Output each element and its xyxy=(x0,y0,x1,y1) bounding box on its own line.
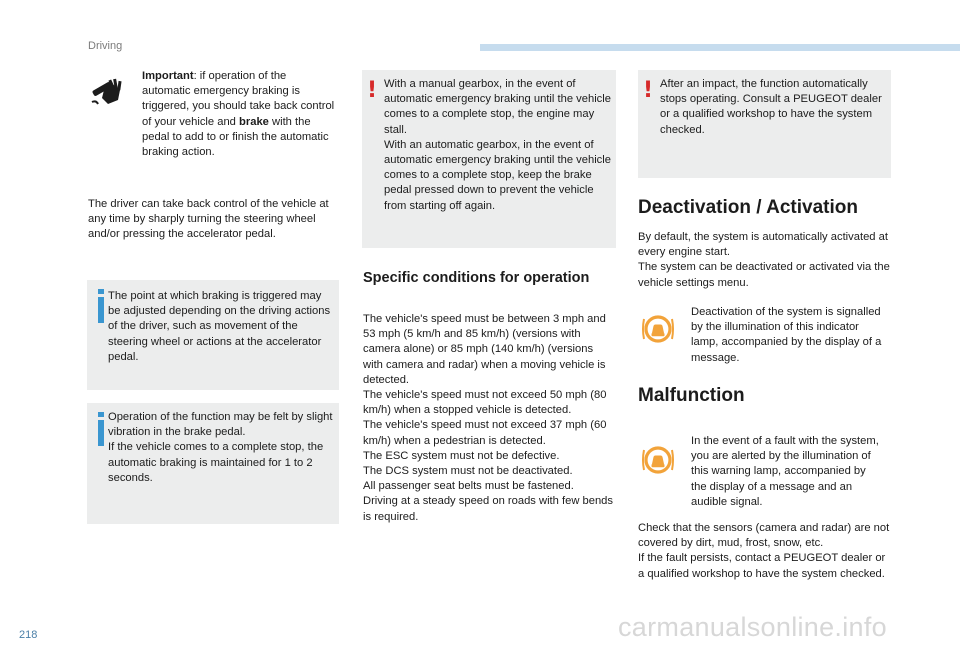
conditions-list xyxy=(363,312,613,525)
deactivation-settings-text: The system can be deactivated or activated via the vehicle settings menu. xyxy=(638,261,890,289)
aeb-warning-lamp-icon xyxy=(641,312,675,346)
info-icon xyxy=(98,420,104,446)
condition-item: All passenger seat belts must be fastened. xyxy=(363,480,574,493)
exclamation-icon: ! xyxy=(367,78,378,103)
important-text-1: : if operation of the automatic emergency braking is triggered, you should take back control of your vehicle and xyxy=(142,70,335,128)
malfunction-lamp-text: In the event of a fault with the system, you are alerted by the illumination of this warning lamp, accompanied by the display of a message and an audible signal. xyxy=(691,435,879,508)
header-bar xyxy=(480,44,960,51)
info-icon xyxy=(98,297,104,323)
deactivation-lamp-text: Deactivation of the system is signalled by the illumination of this indicator lamp, accompanied by the display of a message. xyxy=(691,306,882,364)
info-box-vibration xyxy=(87,403,339,524)
info-text-braking-point: The point at which braking is triggered may be adjusted depending on the driving actions of the driver, such as movement of the steering wheel or actions at the accelerator pedal. xyxy=(108,290,331,363)
malfunction-heading: Malfunction xyxy=(638,385,745,406)
condition-item: The DCS system must not be deactivated. xyxy=(363,465,573,478)
takeback-paragraph: The driver can take back control of the vehicle at any time by sharply turning the steering wheel and/or pressing the accelerator pedal. xyxy=(88,198,329,241)
check-sensors-text: Check that the sensors (camera and radar) are not covered by dirt, mud, frost, snow, etc. xyxy=(638,522,890,550)
warning-manual-gearbox: With a manual gearbox, in the event of automatic emergency braking until the vehicle comes to a complete stop, the engine may stall. xyxy=(384,78,611,136)
warning-box-impact xyxy=(638,70,891,178)
specific-conditions-heading: Specific conditions for operation xyxy=(363,270,590,286)
hand-steering-icon xyxy=(90,76,124,108)
important-note xyxy=(142,69,337,160)
condition-item: The vehicle's speed must be between 3 mph and 53 mph (5 km/h and 85 km/h) (versions with camera alone) or 85 mph (140 km/h) (versions with camera and radar) when a moving vehicle is detected. xyxy=(363,313,606,386)
fault-persists-text: If the fault persists, contact a PEUGEOT dealer or a qualified workshop to have the system checked. xyxy=(638,552,886,580)
info-text-vibration: Operation of the function may be felt by slight vibration in the brake pedal. xyxy=(108,411,333,439)
aeb-warning-lamp-icon xyxy=(641,443,675,477)
condition-item: The ESC system must not be defective. xyxy=(363,449,560,462)
exclamation-icon: ! xyxy=(643,78,654,103)
important-label: Important xyxy=(142,70,194,82)
watermark: carmanualsonline.info xyxy=(618,612,887,642)
condition-item: The vehicle's speed must not exceed 37 mph (60 km/h) when a pedestrian is detected. xyxy=(363,419,607,447)
important-text-2: with the pedal to add to or finish the automatic braking action. xyxy=(142,115,329,159)
warning-impact-text: After an impact, the function automatically stops operating. Consult a PEUGEOT dealer or a qualified workshop to have the system checked. xyxy=(660,78,882,136)
important-bold-brake: brake xyxy=(239,115,269,128)
warning-box-gearbox xyxy=(362,70,616,248)
info-box-braking-point xyxy=(87,280,339,390)
warning-automatic-gearbox: With an automatic gearbox, in the event of automatic emergency braking until the vehicle comes to a complete stop, keep the brake pedal pressed down to prevent the vehicle from starting off again. xyxy=(384,138,611,212)
page-number: 218 xyxy=(19,629,38,641)
deactivation-heading: Deactivation / Activation xyxy=(638,197,858,218)
deactivation-default-text: By default, the system is automatically activated at every engine start. xyxy=(638,231,888,259)
info-text-complete-stop: If the vehicle comes to a complete stop, the automatic braking is maintained for 1 to 2 seconds. xyxy=(108,441,324,484)
section-header: Driving xyxy=(88,40,123,52)
condition-item: The vehicle's speed must not exceed 50 mph (80 km/h) when a stopped vehicle is detected. xyxy=(363,389,607,417)
condition-item: Driving at a steady speed on roads with few bends is required. xyxy=(363,495,613,523)
